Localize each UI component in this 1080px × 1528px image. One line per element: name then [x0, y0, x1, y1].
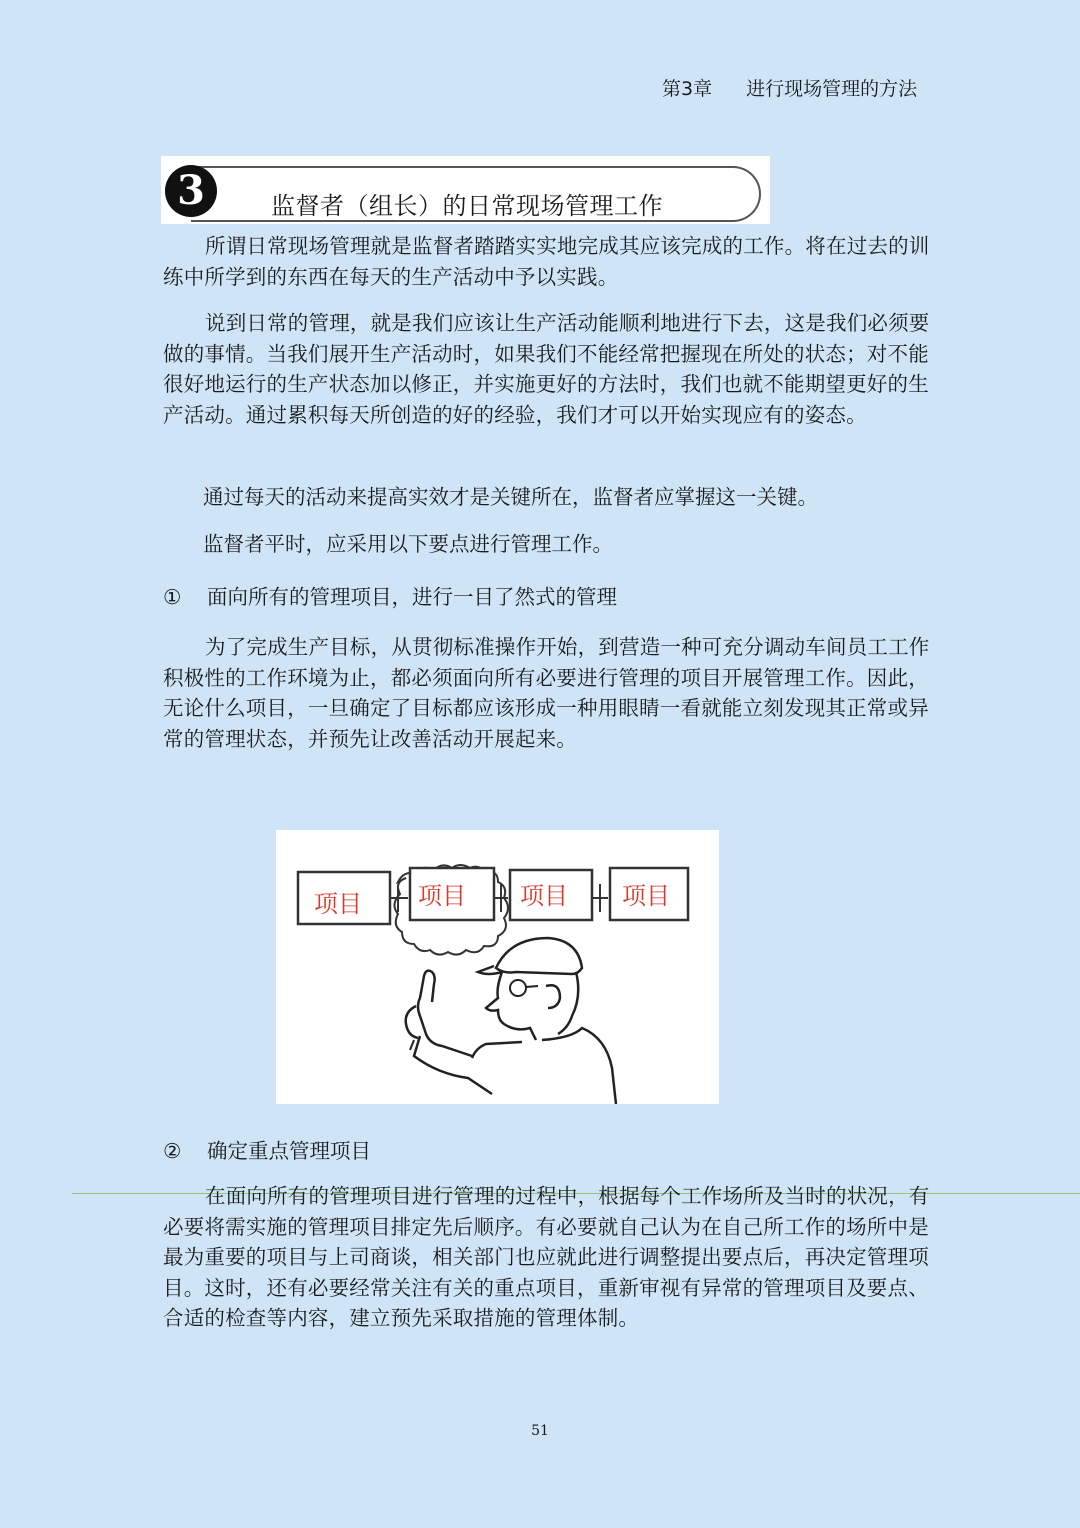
- figure-box-1-label: 项目: [314, 890, 362, 918]
- page-header: [662, 74, 917, 101]
- supervisor-illustration: [276, 830, 719, 1104]
- figure-box-3-label: 项目: [520, 882, 568, 910]
- list-item-text: 确定重点管理项目: [207, 1139, 371, 1163]
- paragraph-5: 为了完成生产目标，从贯彻标准操作开始，到营造一种可充分调动车间员工工作积极性的工作环境为止，都必须面向所有必要进行管理的项目开展管理工作。因此，无论什么项目，一旦确定了目标都应该形成一种用眼睛一看就能立刻发现其正常或异常的管理状态，并预先让改善活动开展起来。: [163, 635, 930, 751]
- figure-box-4-label: 项目: [622, 882, 670, 910]
- page-number: 51: [531, 1423, 549, 1439]
- paragraph-1: 所谓日常现场管理就是监督者踏踏实实地完成其应该完成的工作。将在过去的训练中所学到的东西在每天的生产活动中予以实践。: [163, 234, 930, 289]
- list-item-marker: ②: [163, 1139, 182, 1163]
- paragraph-6: 在面向所有的管理项目进行管理的过程中，根据每个工作场所及当时的状况，有必要将需实施的管理项目排定先后顺序。有必要就自己认为在自己所工作的场所中是最为重要的项目与上司商谈，相关部门也应就此进行调整提出要点后，再决定管理项目。这时，还有必要经常关注有关的重点项目，重新审视有异常的管理项目及要点、合适的检查等内容，建立预先采取措施的管理体制。: [163, 1184, 930, 1330]
- paragraph-3: 通过每天的活动来提高实效才是关键所在，监督者应掌握这一关键。: [203, 485, 818, 509]
- section-banner: [161, 156, 770, 224]
- list-item-1: [163, 580, 617, 610]
- list-item-text: 面向所有的管理项目，进行一目了然式的管理: [207, 585, 617, 609]
- figure-box-2-label: 项目: [418, 882, 466, 910]
- section-title: 监督者（组长）的日常现场管理工作: [271, 192, 663, 220]
- paragraph-2: 说到日常的管理，就是我们应该让生产活动能顺利地进行下去，这是我们必须要做的事情。当我们展开生产活动时，如果我们不能经常把握现在所处的状态；对不能很好地运行的生产状态加以修正，并实施更好的方法时，我们也就不能期望更好的生产活动。通过累积每天所创造的好的经验，我们才可以开始实现应有的姿态。: [163, 311, 930, 427]
- chapter-number: 第3章: [662, 78, 713, 100]
- list-item-marker: ①: [163, 585, 182, 609]
- paragraph-4: 监督者平时，应采用以下要点进行管理工作。: [203, 532, 613, 556]
- section-number-badge: 3: [165, 165, 217, 217]
- list-item-2: [163, 1134, 371, 1164]
- illustration-figure: [276, 830, 719, 1104]
- chapter-title: 进行现场管理的方法: [746, 78, 918, 100]
